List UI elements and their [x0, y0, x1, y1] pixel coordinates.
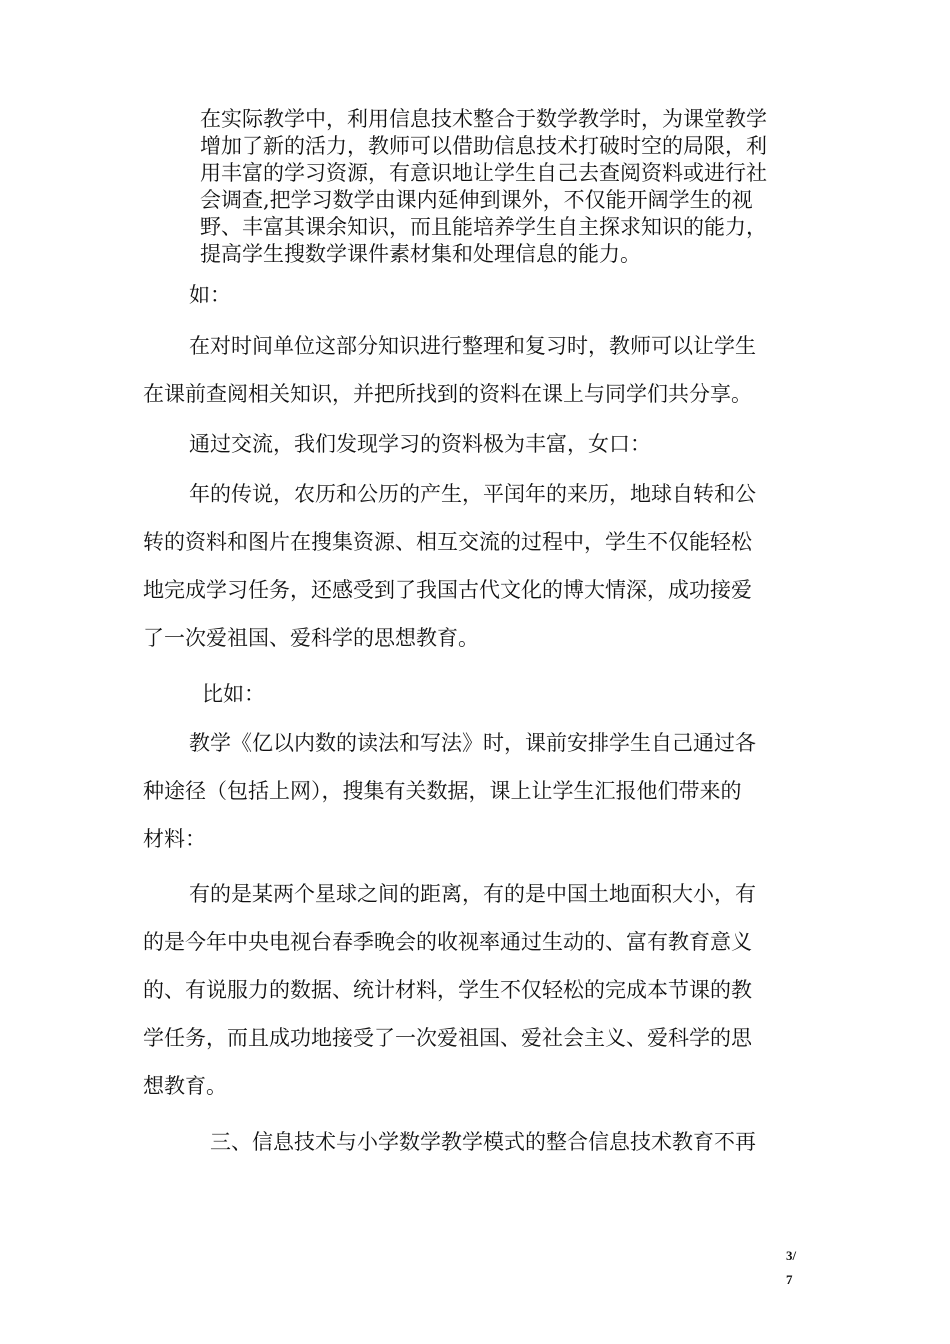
text-line: 提高学生搜数学课件素材集和处理信息的能力。 — [200, 242, 641, 266]
text-line: 在对时间单位这部分知识进行整理和复习时，教师可以让学生 — [189, 334, 756, 358]
text-line: 野、丰富其课余知识，而且能培养学生自主探求知识的能力， — [200, 215, 767, 239]
text-line: 转的资料和图片在搜集资源、相互交流的过程中，学生不仅能轻松 — [143, 530, 752, 554]
text-line: 比如： — [202, 682, 265, 706]
text-line: 种途径（包括上网），搜集有关数据，课上让学生汇报他们带来的 — [143, 779, 742, 803]
text-line: 增加了新的活力，教师可以借助信息技术打破时空的局限，利 — [200, 134, 767, 158]
paragraph-teach — [143, 719, 811, 863]
intro-paragraph — [200, 106, 812, 268]
text-line: 地完成学习任务，还感受到了我国古代文化的博大情深，成功接爱 — [143, 578, 752, 602]
text-line: 教学《亿以内数的读法和写法》时，课前安排学生自己通过各 — [189, 731, 756, 755]
paragraph-some — [143, 870, 811, 1110]
text-line: 想教育。 — [143, 1074, 227, 1098]
text-line: 通过交流，我们发现学习的资料极为丰富，女口： — [189, 432, 651, 456]
text-line: 的是今年中央电视台春季晚会的收视率通过生动的、富有教育意义 — [143, 930, 752, 954]
paragraph-ru — [189, 271, 857, 319]
text-line: 的、有说服力的数据、统计材料，学生不仅轻松的完成本节课的教 — [143, 978, 752, 1002]
section-heading — [210, 1118, 878, 1166]
text-line: 三、信息技术与小学数学教学模式的整合信息技术教育不再 — [210, 1130, 756, 1154]
paragraph-biru — [202, 670, 870, 718]
text-line: 在实际教学中，利用信息技术整合于数学教学时，为课堂教学 — [200, 107, 767, 131]
text-line: 学任务，而且成功地接受了一次爱祖国、爱社会主义、爱科学的思 — [143, 1026, 752, 1050]
text-line: 在课前查阅相关知识，并把所找到的资料在课上与同学们共分享。 — [143, 382, 752, 406]
text-line: 如： — [189, 283, 231, 307]
paragraph-exchange — [189, 420, 857, 468]
text-line: 了一次爱祖国、爱科学的思想教育。 — [143, 626, 479, 650]
text-line: 有的是某两个星球之间的距离，有的是中国土地面积大小，有 — [189, 882, 756, 906]
page-number — [786, 1244, 796, 1292]
page-number-bottom: 7 — [786, 1272, 793, 1287]
text-line: 会调查,把学习数学由课内延伸到课外，不仅能开阔学生的视 — [200, 188, 753, 212]
page-number-top: 3/ — [786, 1248, 797, 1263]
paragraph-review — [143, 322, 811, 418]
text-line: 用丰富的学习资源，有意识地让学生自己去查阅资料或进行社 — [200, 161, 767, 185]
text-line: 材料： — [143, 827, 206, 851]
text-line: 年的传说，农历和公历的产生，平闰年的来历，地球自转和公 — [189, 482, 756, 506]
paragraph-year — [143, 470, 811, 662]
